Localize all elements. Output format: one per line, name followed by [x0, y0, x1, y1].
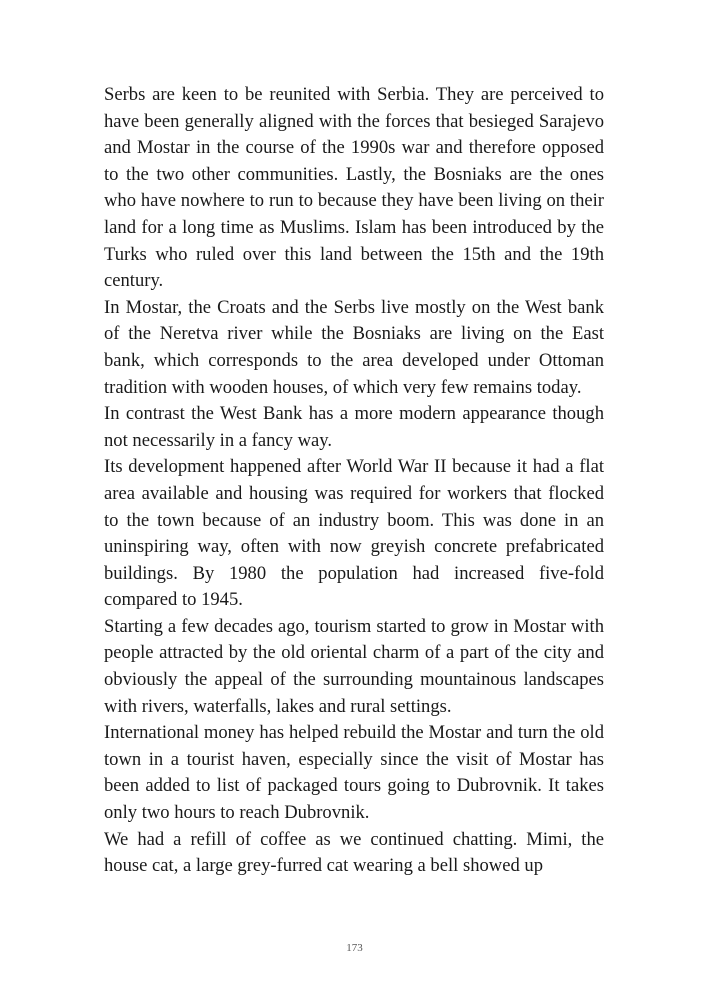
- body-text: [104, 82, 604, 880]
- paragraph-1: Serbs are keen to be reunited with Serbia. They are perceived to have been generally aligned with the forces that besieged Sarajevo and Mostar in the course of the 1990s war and therefore opposed to the two other communities. Lastly, the Bosniaks are the ones who have nowhere to run to because they have been living on their land for a long time as Muslims. Islam has been introduced by the Turks who ruled over this land between the 15th and the 19th century.: [104, 84, 604, 292]
- paragraph-3: In contrast the West Bank has a more modern appearance though not necessarily in a fancy way.: [104, 403, 604, 451]
- paragraph-6: International money has helped rebuild the Mostar and turn the old town in a tourist haven, especially since the visit of Mostar has been added to list of packaged tours going to Dubrovnik. It takes only two hours to reach Dubrovnik.: [104, 722, 604, 824]
- paragraph-4: Its development happened after World War II because it had a flat area available and housing was required for workers that flocked to the town because of an industry boom. This was done in an uninspiring way, often with now greyish concrete prefabricated buildings. By 1980 the population had increased five-fold compared to 1945.: [104, 456, 604, 611]
- page-number: 173: [346, 942, 363, 954]
- paragraph-5: Starting a few decades ago, tourism started to grow in Mostar with people attracted by the old oriental charm of a part of the city and obviously the appeal of the surrounding mountainous landscapes with rivers, waterfalls, lakes and rural settings.: [104, 615, 604, 717]
- paragraph-7: We had a refill of coffee as we continued chatting. Mimi, the house cat, a large grey-furred cat wearing a bell showed up: [104, 828, 604, 877]
- paragraph-2: In Mostar, the Croats and the Serbs live mostly on the West bank of the Neretva river while the Bosniaks are living on the East bank, which corresponds to the area developed under Ottoman tradition with wooden houses, of which very few remains today.: [104, 296, 604, 398]
